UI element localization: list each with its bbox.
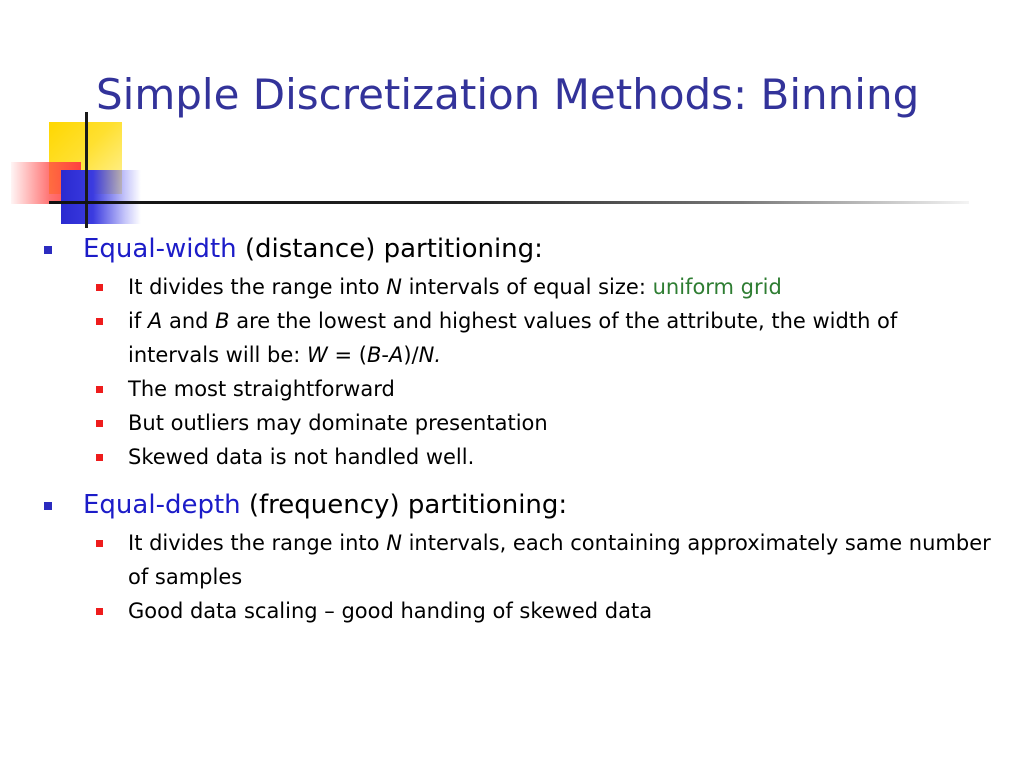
- variable-a: A: [147, 309, 163, 333]
- square-bullet-icon: [96, 284, 103, 291]
- square-bullet-icon: [44, 502, 52, 510]
- list-item: [44, 594, 994, 628]
- variable-a: A: [388, 343, 404, 367]
- square-bullet-icon: [96, 318, 103, 325]
- item-text: = (: [327, 343, 367, 367]
- list-item: [44, 406, 994, 440]
- variable-w: W: [307, 343, 328, 367]
- square-bullet-icon: [96, 540, 103, 547]
- item-text: It divides the range into: [128, 275, 387, 299]
- bullet-equal-depth: [44, 486, 994, 524]
- square-bullet-icon: [96, 454, 103, 461]
- variable-n: N: [386, 531, 402, 555]
- title-underline: [49, 201, 969, 204]
- variable-b: B: [366, 343, 382, 367]
- slide-title: Simple Discretization Methods: Binning: [96, 70, 920, 119]
- list-item: [44, 270, 994, 304]
- item-text: intervals, each containing approximately same number of samples: [128, 531, 991, 589]
- highlight-uniform-grid: uniform grid: [652, 275, 782, 299]
- term-description: (frequency) partitioning:: [240, 490, 568, 520]
- list-item: [44, 372, 994, 406]
- logo-vertical-line: [85, 112, 88, 228]
- item-text: if: [128, 309, 148, 333]
- item-text: -: [381, 343, 389, 367]
- variable-n: N: [386, 275, 402, 299]
- item-text: It divides the range into: [128, 531, 387, 555]
- item-text: Skewed data is not handled well.: [128, 445, 475, 469]
- equal-width-sublist: [44, 270, 994, 474]
- item-text: Good data scaling – good handing of skewed data: [128, 599, 653, 623]
- item-text: and: [162, 309, 216, 333]
- bullet-equal-width: [44, 230, 994, 268]
- variable-n: N.: [418, 343, 441, 367]
- item-text: intervals of equal size:: [401, 275, 653, 299]
- item-text: )/: [403, 343, 419, 367]
- item-text: are the lowest and highest values of the attribute, the width of intervals will be:: [128, 309, 898, 367]
- term-equal-width: Equal-width: [83, 234, 237, 264]
- slide-body: [44, 230, 994, 640]
- list-item: [44, 526, 994, 594]
- term-description: (distance) partitioning:: [236, 234, 543, 264]
- square-bullet-icon: [96, 386, 103, 393]
- square-bullet-icon: [96, 420, 103, 427]
- variable-b: B: [215, 309, 230, 333]
- item-text: But outliers may dominate presentation: [128, 411, 548, 435]
- square-bullet-icon: [96, 608, 103, 615]
- term-equal-depth: Equal-depth: [83, 490, 241, 520]
- item-text: The most straightforward: [128, 377, 395, 401]
- square-bullet-icon: [44, 246, 52, 254]
- list-item: [44, 440, 994, 474]
- logo-blue-square: [61, 170, 141, 224]
- list-item: [44, 304, 994, 372]
- equal-depth-sublist: [44, 526, 994, 628]
